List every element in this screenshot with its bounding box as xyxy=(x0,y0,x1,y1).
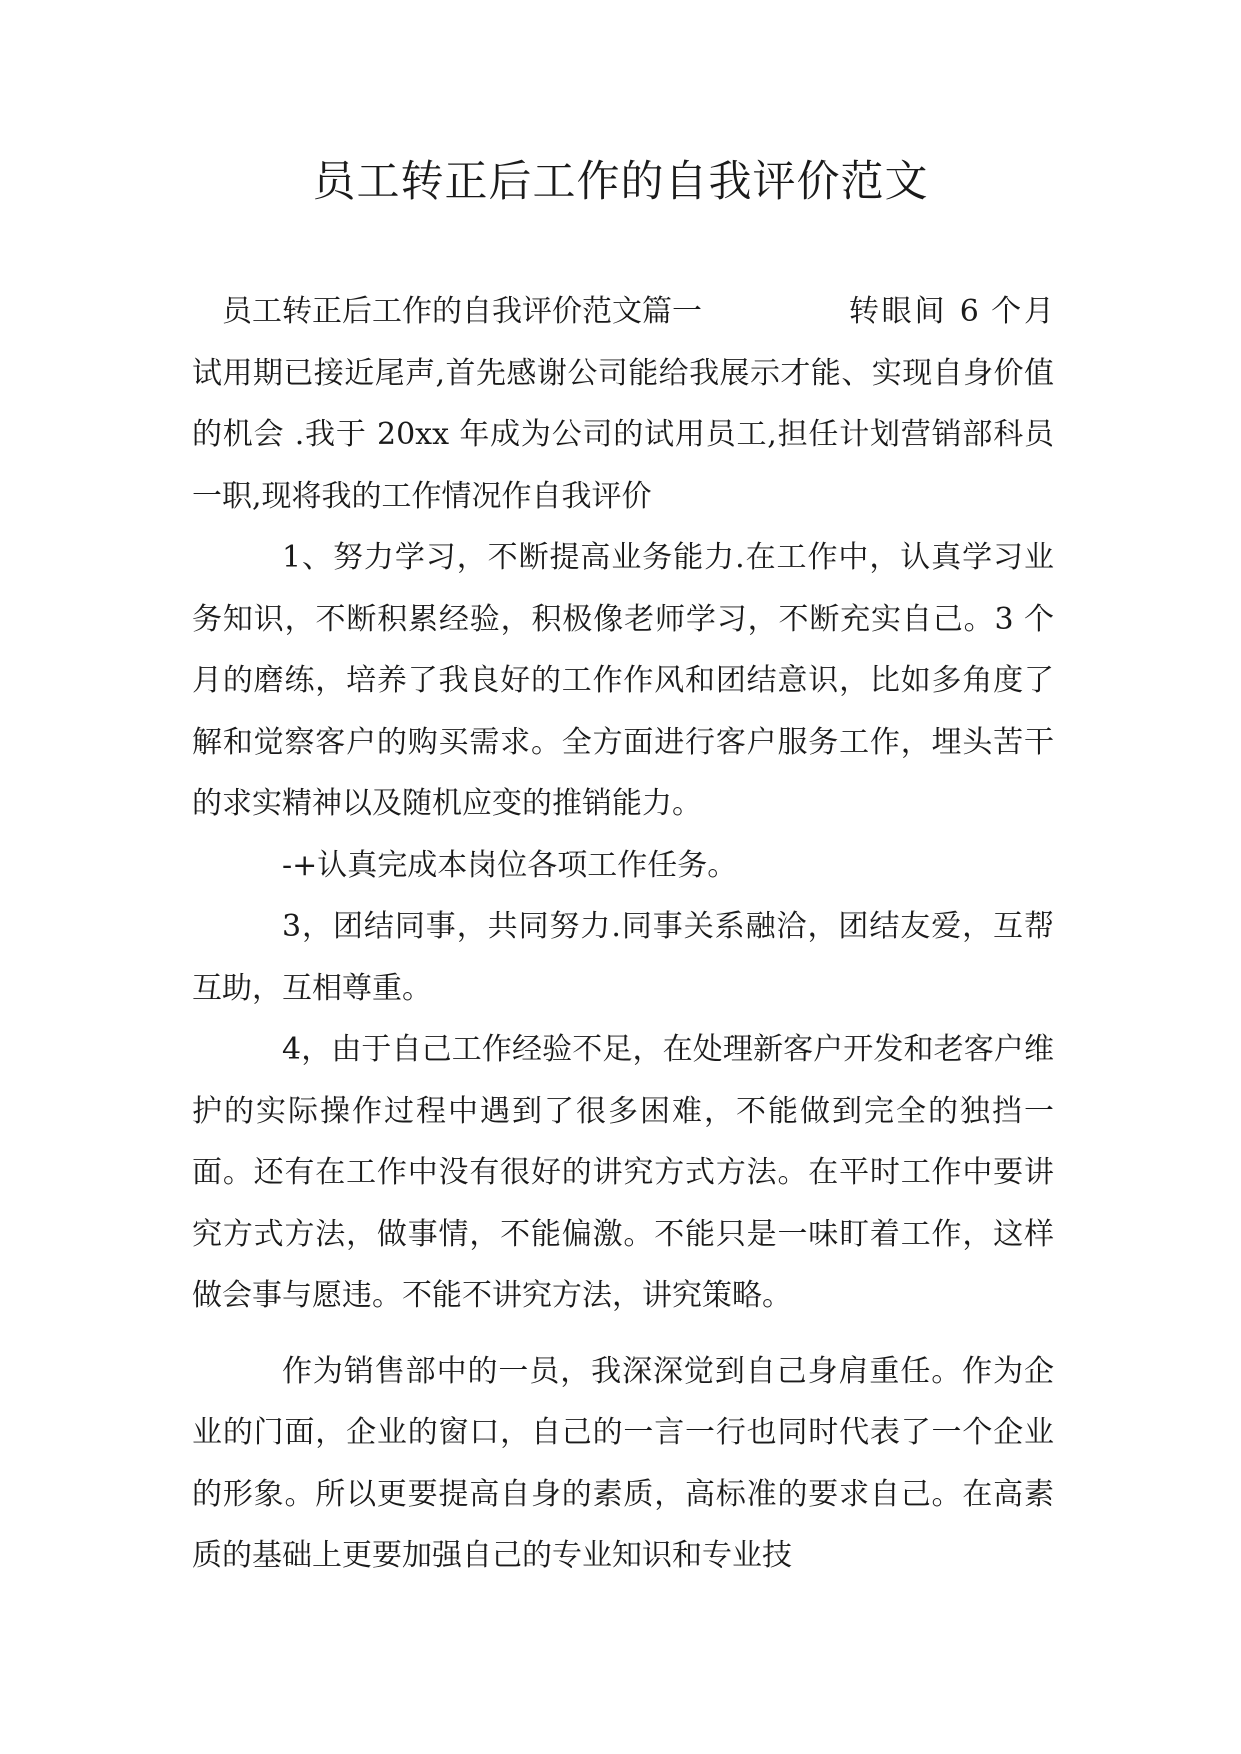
paragraph-1: 1、努力学习，不断提高业务能力.在工作中，认真学习业务知识，不断积累经验，积极像老师学习，不断充实自己。3 个月的磨练，培养了我良好的工作作风和团结意识，比如多角度了解和觉察客户的购买需求。全方面进行客户服务工作，埋头苦干的求实精神以及随机应变的推销能力。 xyxy=(192,540,1054,821)
paragraph-3: 3，团结同事，共同努力.同事关系融洽，团结友爱，互帮互助，互相尊重。 xyxy=(192,909,1054,1006)
document-title: 员工转正后工作的自我评价范文 xyxy=(312,157,929,207)
intro-heading: 员工转正后工作的自我评价范文篇一 xyxy=(222,294,702,329)
paragraph-2: -+认真完成本岗位各项工作任务。 xyxy=(282,847,738,883)
paragraph-4: 4，由于自己工作经验不足，在处理新客户开发和老客户维护的实际操作过程中遇到了很多困难，不能做到完全的独挡一面。还有在工作中没有很好的讲究方式方法。在平时工作中要讲究方式方法，做事情，不能偏激。不能只是一味盯着工作，这样做会事与愿违。不能不讲究方法，讲究策略。 xyxy=(192,1032,1054,1313)
paragraph-5: 作为销售部中的一员，我深深觉到自己身肩重任。作为企业的门面，企业的窗口，自己的一言一行也同时代表了一个企业的形象。所以更要提高自身的素质，高标准的要求自己。在高素质的基础上更要加强自己的专业知识和专业技 xyxy=(192,1353,1054,1573)
intro-paragraph xyxy=(192,281,1054,527)
document-body xyxy=(192,281,1054,1587)
intro-text: 转眼间 6 个月试用期已接近尾声,首先感谢公司能给我展示才能、实现自身价值的机会 .我于 20xx 年成为公司的试用员工,担任计划营销部科员一职,现将我的工作情况作自我评价 xyxy=(192,294,1054,514)
